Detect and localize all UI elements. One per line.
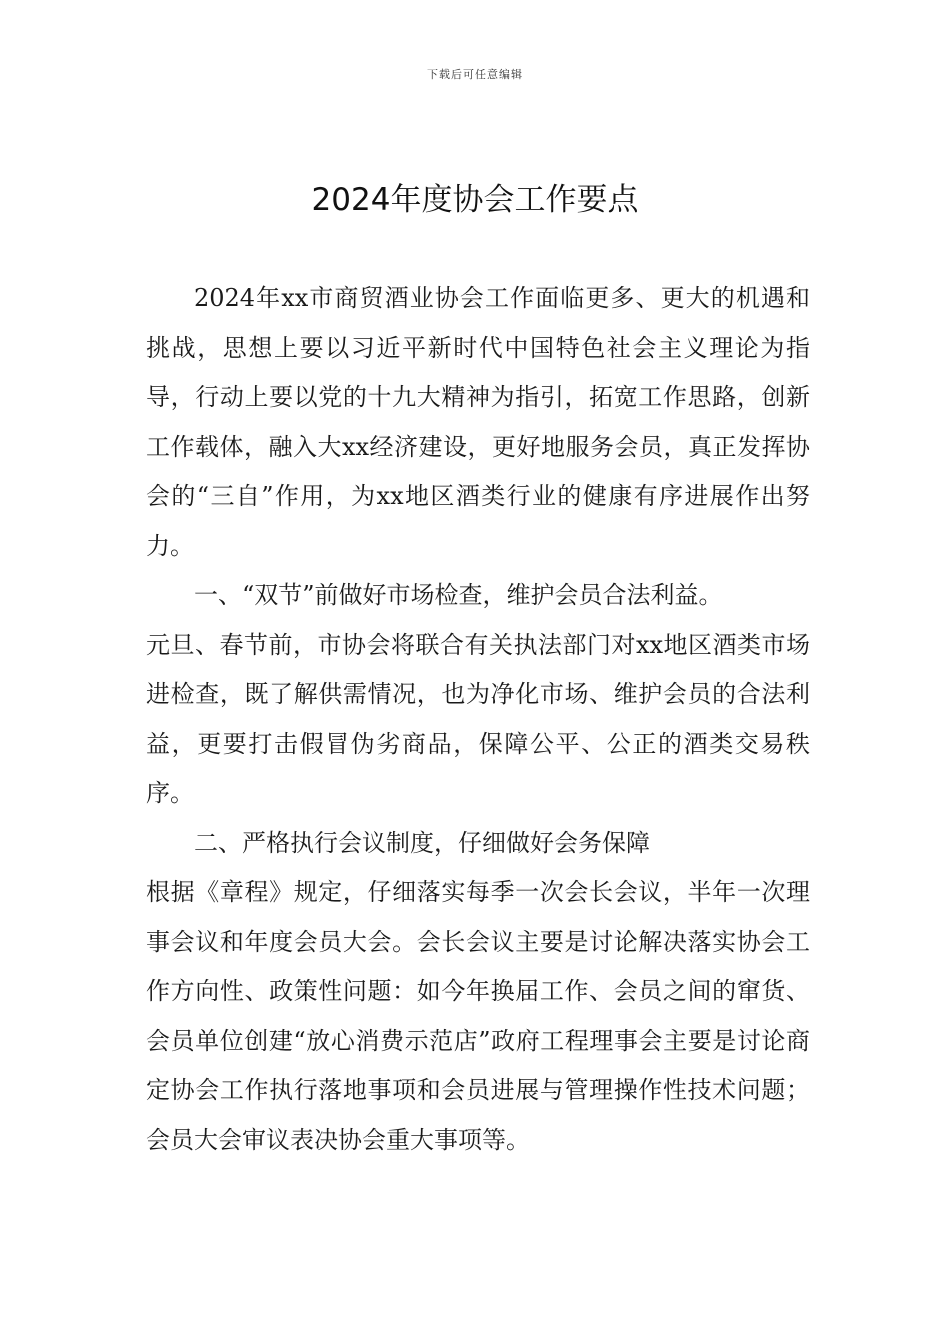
document-title: 2024年度协会工作要点 (311, 182, 639, 218)
section-paragraph-2: 根据《章程》规定，仔细落实每季一次会长会议，半年一次理事会议和年度会员大会。会长会议主要是讨论解决落实协会工作方向性、政策性问题：如今年换届工作、会员之间的窜货、会员单位创建“放心消费示范店”政府工程理事会主要是讨论商定协会工作执行落地事项和会员进展与管理操作性技术问题；会员大会审议表决协会重大事项等。 (146, 878, 810, 1154)
section-heading-2: 二、严格执行会议制度，仔细做好会务保障 (194, 828, 650, 857)
section-heading-1: 一、“双节”前做好市场检查，维护会员合法利益。 (194, 581, 723, 609)
header-note: 下载后可任意编辑 (427, 68, 523, 81)
document-body (146, 274, 810, 1165)
intro-paragraph: 2024年xx市商贸酒业协会工作面临更多、更大的机遇和挑战，思想上要以习近平新时代中国特色社会主义理论为指导，行动上要以党的十九大精神为指引，拓宽工作思路，创新工作载体，融入大xx经济建设，更好地服务会员，真正发挥协会的“三自”作用，为xx地区酒类行业的健康有序进展作出努力。 (146, 284, 810, 560)
section-paragraph-1: 元旦、春节前，市协会将联合有关执法部门对xx地区酒类市场进检查，既了解供需情况，也为净化市场、维护会员的合法利益，更要打击假冒伪劣商品，保障公平、公正的酒类交易秩序。 (146, 630, 810, 807)
